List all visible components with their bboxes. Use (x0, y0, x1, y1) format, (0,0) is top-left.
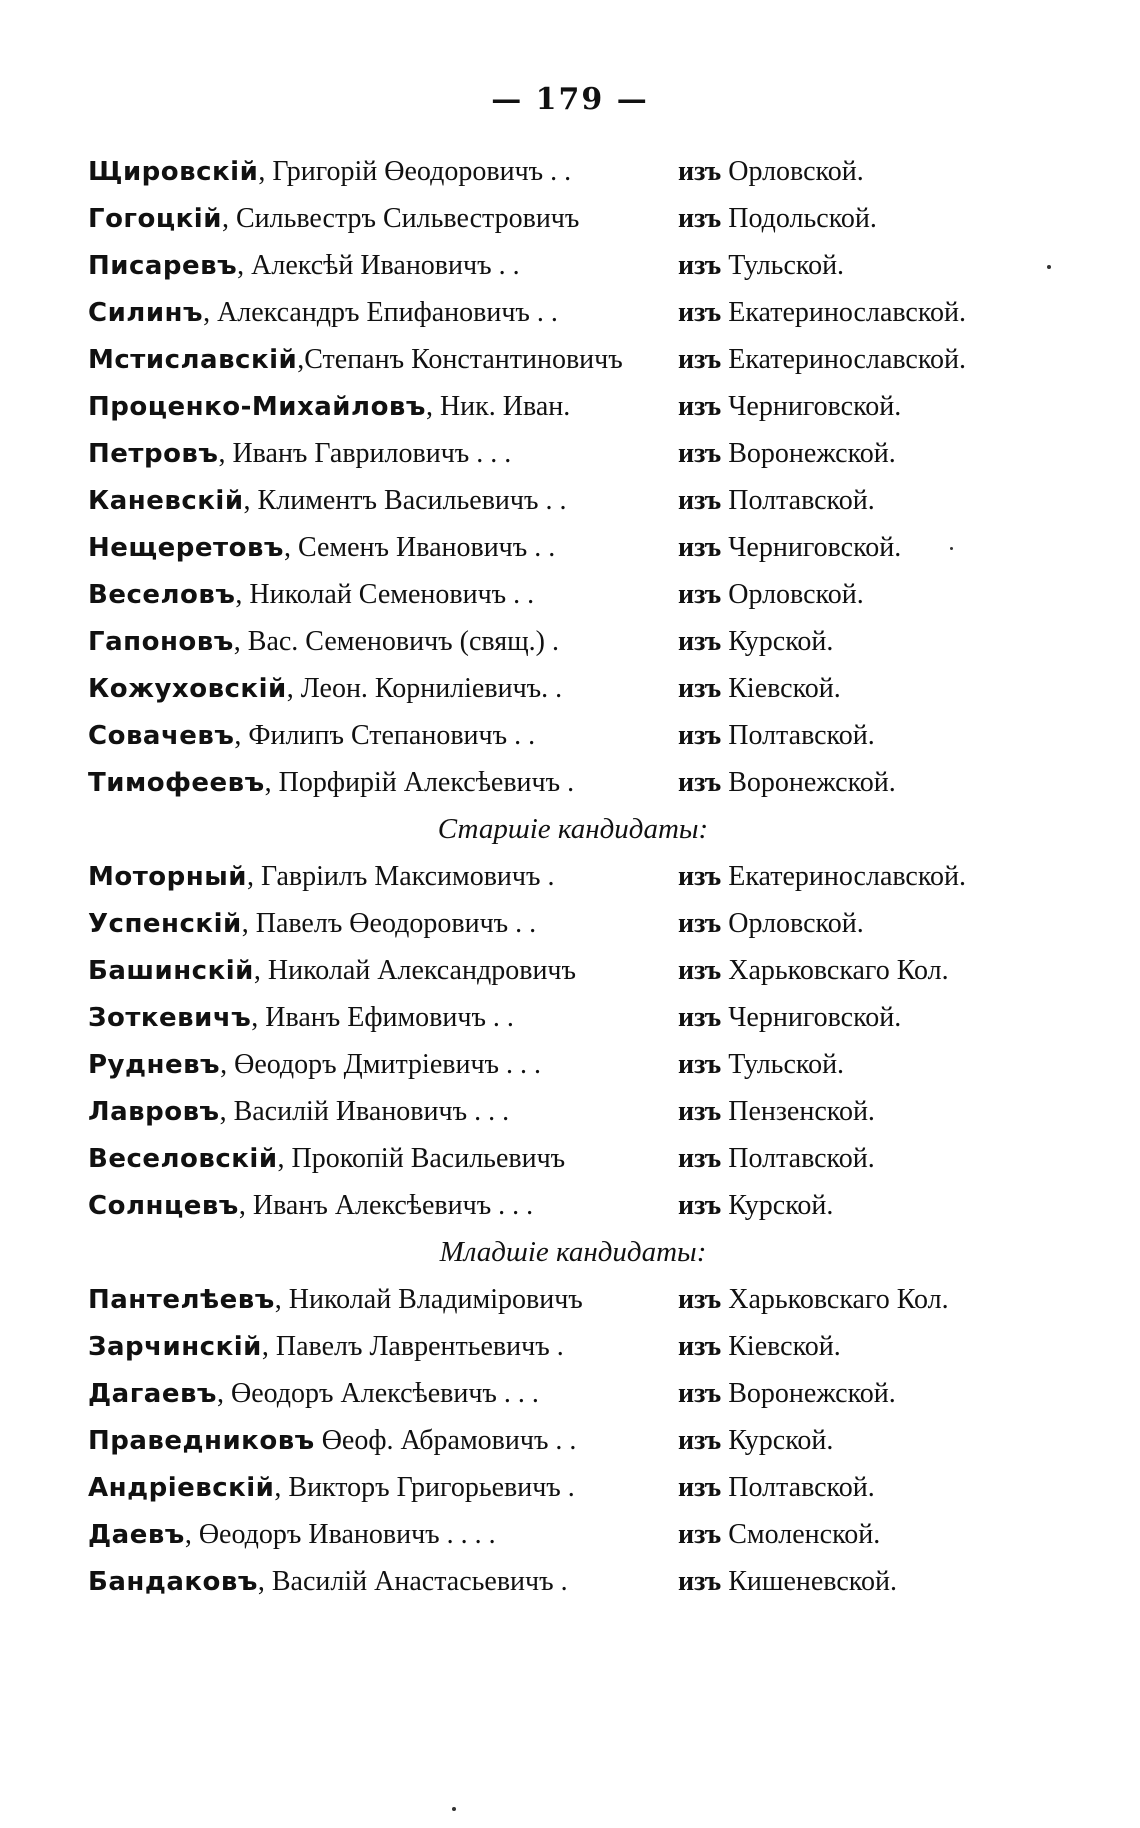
given-name: , Сильвестръ Сильвестровичъ (221, 203, 580, 234)
origin (678, 289, 966, 336)
surname: Даевъ (88, 1520, 185, 1550)
surname: Праведниковъ (88, 1426, 315, 1456)
origin-prefix: изъ (678, 203, 722, 234)
origin (678, 1464, 875, 1511)
province: Пензенской. (728, 1096, 875, 1127)
list-item (88, 242, 1018, 289)
list-item (88, 618, 1018, 665)
origin-prefix: изъ (678, 438, 722, 469)
origin (678, 712, 875, 759)
province: Полтавской. (728, 1143, 875, 1174)
origin (678, 1135, 875, 1182)
origin-prefix: изъ (678, 908, 722, 939)
surname: Успенскій (88, 909, 242, 939)
surname: Гогоцкій (88, 204, 222, 234)
origin-prefix: изъ (678, 720, 722, 751)
origin (678, 900, 864, 947)
province: Черниговской. (728, 532, 902, 563)
origin-prefix: изъ (678, 1096, 722, 1127)
list-item (88, 477, 1018, 524)
given-name: , Иванъ Ефимовичъ . . (251, 1002, 514, 1033)
list-item (88, 571, 1018, 618)
surname: Лавровъ (88, 1097, 220, 1127)
province: Полтавской. (728, 485, 875, 516)
surname: Дагаевъ (88, 1379, 217, 1409)
given-name: , Павелъ Өеодоровичъ . . (241, 908, 537, 939)
list-item (88, 853, 1018, 900)
list-item (88, 148, 1018, 195)
province: Екатеринославской. (728, 861, 967, 892)
list-item (88, 1323, 1018, 1370)
origin-prefix: изъ (678, 1284, 722, 1315)
province: Кіевской. (728, 1331, 841, 1362)
given-name: , Алексѣй Ивановичъ . . (237, 250, 520, 281)
given-name: , Вас. Семеновичъ (свящ.) . (233, 626, 560, 657)
list-item (88, 1511, 1018, 1558)
origin-prefix: изъ (678, 673, 722, 704)
province: Курской. (728, 1425, 834, 1456)
list-item (88, 1276, 1018, 1323)
origin (678, 430, 896, 477)
origin (678, 383, 901, 430)
given-name: , Өеодоръ Ивановичъ . . . . (184, 1519, 496, 1550)
list-item (88, 665, 1018, 712)
surname: Писаревъ (88, 251, 238, 281)
list-item (88, 383, 1018, 430)
surname: Солнцевъ (88, 1191, 239, 1221)
origin (678, 994, 901, 1041)
given-name: , Николай Александровичъ (253, 955, 576, 986)
province: Полтавской. (728, 1472, 875, 1503)
section-heading: Старшіе кандидаты: (437, 813, 709, 845)
origin-prefix: изъ (678, 579, 722, 610)
origin (678, 1088, 875, 1135)
list-item (88, 947, 1018, 994)
surname: Петровъ (88, 439, 219, 469)
origin-prefix: изъ (678, 1472, 722, 1503)
province: Воронежской. (728, 438, 896, 469)
origin (678, 1558, 897, 1605)
given-name: , Николай Семеновичъ . . (235, 579, 535, 610)
province: Черниговской. (728, 1002, 902, 1033)
list-item (88, 524, 1018, 571)
origin-prefix: изъ (678, 955, 722, 986)
surname: Гапоновъ (88, 627, 234, 657)
ink-speck (1047, 265, 1051, 269)
province: Харьковскаго Кол. (728, 1284, 949, 1315)
given-name: , Прокопій Васильевичъ (277, 1143, 566, 1174)
origin-prefix: изъ (678, 767, 722, 798)
origin-prefix: изъ (678, 297, 722, 328)
list-item (88, 1088, 1018, 1135)
province: Курской. (728, 626, 834, 657)
surname: Тимофеевъ (88, 768, 265, 798)
surname: Щировскій (88, 157, 259, 187)
surname: Каневскій (88, 486, 244, 516)
given-name: , Николай Владиміровичъ (274, 1284, 583, 1315)
surname: Зоткевичъ (88, 1003, 252, 1033)
origin-prefix: изъ (678, 344, 722, 375)
list-item (88, 336, 1018, 383)
given-name: , Филипъ Степановичъ . . (234, 720, 536, 751)
list-item (88, 1041, 1018, 1088)
surname: Бандаковъ (88, 1567, 258, 1597)
name-list (88, 148, 1018, 1605)
given-name: , Ник. Иван. (425, 391, 571, 422)
given-name: , Гавріилъ Максимовичъ . (246, 861, 555, 892)
origin-prefix: изъ (678, 1425, 722, 1456)
province: Кіевской. (728, 673, 841, 704)
given-name: , Павелъ Лаврентьевичъ . (261, 1331, 564, 1362)
origin (678, 1182, 833, 1229)
ink-speck (452, 1807, 456, 1811)
list-item (88, 1417, 1018, 1464)
province: Тульской. (728, 1049, 845, 1080)
list-item (88, 1558, 1018, 1605)
province: Орловской. (728, 908, 864, 939)
province: Орловской. (728, 156, 864, 187)
origin-prefix: изъ (678, 532, 722, 563)
province: Воронежской. (728, 767, 896, 798)
given-name: , Викторъ Григорьевичъ . (274, 1472, 575, 1503)
list-item (88, 1370, 1018, 1417)
origin (678, 618, 833, 665)
province: Курской. (728, 1190, 834, 1221)
origin-prefix: изъ (678, 391, 722, 422)
list-item (88, 759, 1018, 806)
province: Воронежской. (728, 1378, 896, 1409)
given-name: ,Степанъ Константиновичъ (297, 344, 623, 375)
given-name: , Порфирій Алексѣевичъ . (264, 767, 575, 798)
list-item (88, 195, 1018, 242)
given-name: , Иванъ Гавриловичъ . . . (218, 438, 512, 469)
surname: Рудневъ (88, 1050, 221, 1080)
page-number: — 179 — (491, 82, 649, 117)
origin (678, 1417, 833, 1464)
surname: Совачевъ (88, 721, 235, 751)
list-item (88, 900, 1018, 947)
list-item (88, 994, 1018, 1041)
surname: Андріевскій (88, 1473, 275, 1503)
origin-prefix: изъ (678, 1331, 722, 1362)
province: Орловской. (728, 579, 864, 610)
origin (678, 477, 875, 524)
origin (678, 336, 966, 383)
province: Харьковскаго Кол. (728, 955, 949, 986)
surname: Кожуховскій (88, 674, 287, 704)
surname: Мстиславскій (88, 345, 298, 375)
surname: Силинъ (88, 298, 204, 328)
surname: Пантелѣевъ (88, 1285, 275, 1315)
list-item (88, 1464, 1018, 1511)
surname: Веселовъ (88, 580, 236, 610)
province: Тульской. (728, 250, 845, 281)
given-name: , Семенъ Ивановичъ . . (283, 532, 556, 563)
given-name: , Василій Анастасьевичъ . (257, 1566, 568, 1597)
origin-prefix: изъ (678, 250, 722, 281)
origin (678, 571, 864, 618)
origin (678, 195, 877, 242)
origin-prefix: изъ (678, 1566, 722, 1597)
given-name: , Григорій Өеодоровичъ . . (258, 156, 572, 187)
origin (678, 1041, 844, 1088)
province: Екатеринославской. (728, 297, 967, 328)
province: Екатеринославской. (728, 344, 967, 375)
origin-prefix: изъ (678, 1143, 722, 1174)
origin-prefix: изъ (678, 1049, 722, 1080)
given-name: , Климентъ Васильевичъ . . (243, 485, 567, 516)
surname: Нещеретовъ (88, 533, 284, 563)
given-name: , Александръ Епифановичъ . . (203, 297, 558, 328)
given-name: Өеоф. Абрамовичъ . . (314, 1425, 577, 1456)
origin (678, 148, 864, 195)
given-name: , Иванъ Алексѣевичъ . . . (238, 1190, 534, 1221)
origin (678, 759, 896, 806)
origin (678, 1276, 949, 1323)
origin-prefix: изъ (678, 156, 722, 187)
origin (678, 665, 841, 712)
ink-speck (950, 547, 953, 550)
province: Кишеневской. (728, 1566, 897, 1597)
origin-prefix: изъ (678, 1519, 722, 1550)
province: Подольской. (728, 203, 877, 234)
origin-prefix: изъ (678, 861, 722, 892)
section-heading: Младшіе кандидаты: (439, 1236, 707, 1268)
list-item (88, 1182, 1018, 1229)
province: Черниговской. (728, 391, 902, 422)
given-name: , Өеодоръ Алексѣевичъ . . . (216, 1378, 539, 1409)
origin (678, 242, 844, 289)
surname: Проценко-Михайловъ (88, 392, 426, 422)
origin-prefix: изъ (678, 1002, 722, 1033)
list-item (88, 1135, 1018, 1182)
list-item (88, 712, 1018, 759)
surname: Моторный (88, 862, 247, 892)
origin-prefix: изъ (678, 1378, 722, 1409)
given-name: , Василій Ивановичъ . . . (219, 1096, 510, 1127)
given-name: , Өеодоръ Дмитріевичъ . . . (220, 1049, 542, 1080)
province: Полтавской. (728, 720, 875, 751)
origin-prefix: изъ (678, 485, 722, 516)
origin (678, 947, 949, 994)
province: Смоленской. (728, 1519, 881, 1550)
origin-prefix: изъ (678, 626, 722, 657)
surname: Веселовскій (88, 1144, 278, 1174)
origin (678, 524, 901, 571)
list-item (88, 430, 1018, 477)
origin (678, 1511, 880, 1558)
origin (678, 1370, 896, 1417)
origin (678, 1323, 841, 1370)
origin-prefix: изъ (678, 1190, 722, 1221)
origin (678, 853, 966, 900)
list-item (88, 289, 1018, 336)
given-name: , Леон. Корниліевичъ. . (286, 673, 563, 704)
surname: Башинскій (88, 956, 254, 986)
surname: Зарчинскій (88, 1332, 262, 1362)
